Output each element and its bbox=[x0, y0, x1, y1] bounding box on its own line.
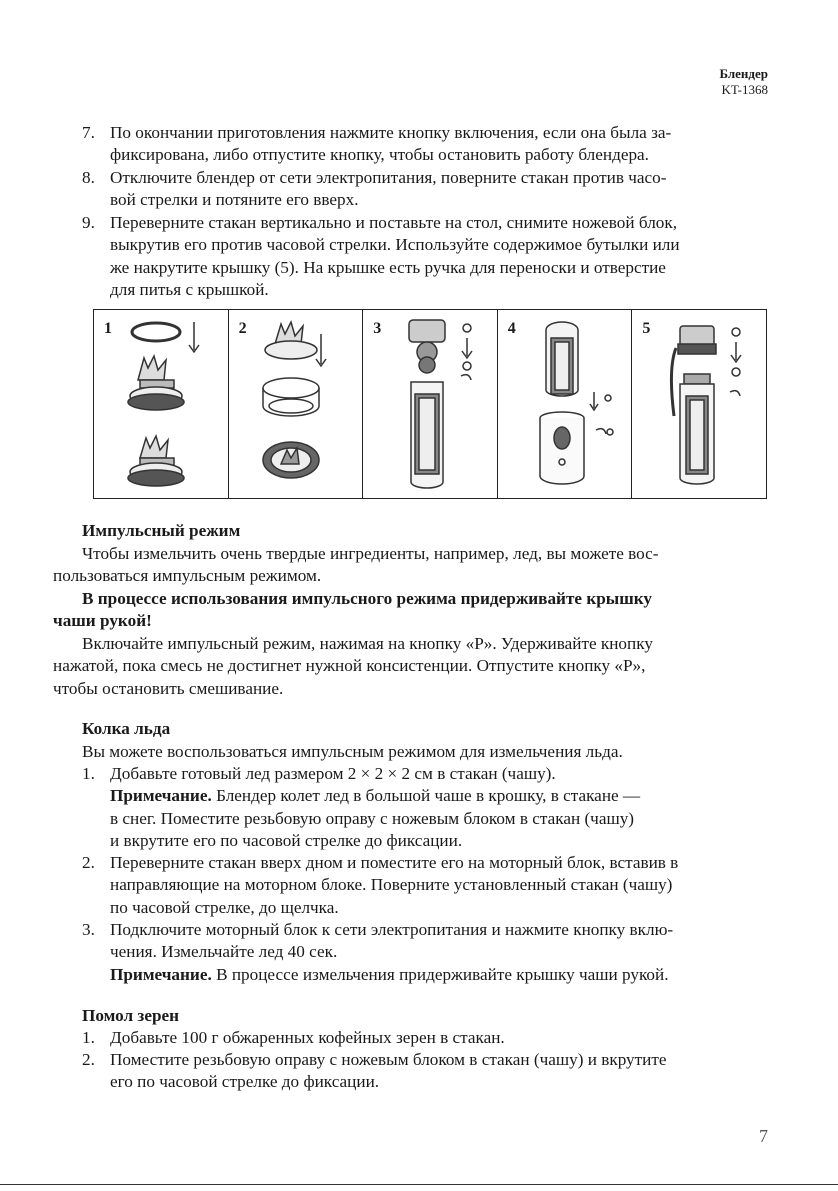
figure-panel-4 bbox=[498, 310, 633, 498]
step-line: выкрутив его против часовой стрелки. Используйте содержимое бутылки или bbox=[110, 235, 680, 255]
note-text: Блендер колет лед в большой чаше в крошку, в стакане — bbox=[211, 786, 641, 806]
step-number: 3. bbox=[82, 920, 95, 939]
grind-step-1 bbox=[82, 1027, 770, 1049]
figure-panel-3 bbox=[363, 310, 498, 498]
grind-step-2 bbox=[82, 1049, 770, 1094]
para-line: нажатой, пока смесь не достигнет нужной консистенции. Отпустите кнопку «P», bbox=[53, 656, 646, 676]
motor-base-illustration bbox=[498, 310, 632, 498]
step-line: Подключите моторный блок к сети электропитания и нажмите кнопку вклю- bbox=[110, 920, 674, 939]
step-9 bbox=[82, 212, 770, 302]
step-line: Добавьте готовый лед размером 2 × 2 × 2 см в стакан (чашу). bbox=[110, 764, 556, 783]
para-line: Включайте импульсный режим, нажимая на кнопку «P». Удерживайте кнопку bbox=[82, 634, 653, 653]
step-line: фиксирована, либо отпустите кнопку, чтобы остановить работу блендера. bbox=[110, 145, 649, 165]
para-line: Чтобы измельчить очень твердые ингредиенты, например, лед, вы можете вос- bbox=[82, 544, 659, 563]
ice-step-2 bbox=[82, 852, 770, 919]
blade-assembly-illustration bbox=[229, 310, 363, 498]
step-line: чения. Измельчайте лед 40 сек. bbox=[110, 942, 338, 962]
step-number: 8. bbox=[82, 168, 95, 187]
model-number: KT-1368 bbox=[721, 82, 768, 97]
pulse-warning bbox=[53, 588, 770, 633]
figure-panel-5 bbox=[632, 310, 766, 498]
bottle-illustration bbox=[363, 310, 497, 498]
note-line bbox=[110, 785, 770, 807]
bottle-lid-illustration bbox=[632, 310, 766, 498]
note-label: Примечание. bbox=[110, 786, 212, 806]
step-line: Переверните стакан вверх дном и поместите его на моторный блок, вставив в bbox=[110, 853, 679, 872]
warning-line: чаши рукой! bbox=[53, 611, 152, 631]
step-line: По окончании приготовления нажмите кнопку включения, если она была за- bbox=[110, 123, 672, 142]
note-line: в снег. Поместите резьбовую оправу с ножевым блоком в стакан (чашу) bbox=[110, 808, 635, 828]
figure-panel-1 bbox=[94, 310, 229, 498]
step-line: его по часовой стрелке до фиксации. bbox=[110, 1072, 380, 1092]
warning-line: В процессе использования импульсного режима придерживайте крышку bbox=[82, 589, 652, 608]
seal-ring-illustration bbox=[94, 310, 228, 498]
step-line: Отключите блендер от сети электропитания, поверните стакан против часо- bbox=[110, 168, 667, 187]
ice-step-3 bbox=[82, 919, 770, 986]
section-heading-grind: Помол зерен bbox=[82, 1006, 180, 1025]
bottom-rule bbox=[0, 1184, 838, 1185]
pulse-paragraph-1 bbox=[53, 543, 770, 588]
step-line: вой стрелки и потяните его вверх. bbox=[110, 190, 359, 210]
note-line: и вкрутите его по часовой стрелке до фиксации. bbox=[110, 831, 463, 851]
assembly-figure bbox=[93, 309, 767, 499]
para-line: чтобы остановить смешивание. bbox=[53, 678, 284, 698]
step-number: 1. bbox=[82, 1028, 95, 1047]
step-number: 7. bbox=[82, 123, 95, 142]
running-header bbox=[719, 66, 768, 98]
panel-number: 2 bbox=[238, 320, 247, 337]
step-number: 1. bbox=[82, 764, 95, 783]
note-text: В процессе измельчения придерживайте крышку чаши рукой. bbox=[211, 964, 669, 984]
ice-step-1 bbox=[82, 763, 770, 853]
para-line: пользоваться импульсным режимом. bbox=[53, 566, 322, 586]
step-line: для питья с крышкой. bbox=[110, 280, 269, 300]
product-name: Блендер bbox=[719, 66, 768, 81]
panel-number: 5 bbox=[642, 320, 651, 337]
step-8 bbox=[82, 167, 770, 212]
step-line: направляющие на моторном блоке. Поверните установленный стакан (чашу) bbox=[110, 875, 673, 895]
section-heading-pulse: Импульсный режим bbox=[82, 521, 241, 540]
page-number: 7 bbox=[759, 1126, 768, 1146]
step-line: Добавьте 100 г обжаренных кофейных зерен в стакан. bbox=[110, 1028, 505, 1047]
step-number: 2. bbox=[82, 1050, 95, 1069]
panel-number: 3 bbox=[373, 320, 382, 337]
step-number: 9. bbox=[82, 213, 95, 232]
step-line: же накрутите крышку (5). На крышке есть ручка для переноски и отверстие bbox=[110, 257, 666, 277]
step-7 bbox=[82, 122, 770, 167]
step-line: по часовой стрелке, до щелчка. bbox=[110, 897, 339, 917]
step-number: 2. bbox=[82, 853, 95, 872]
panel-number: 1 bbox=[104, 320, 112, 337]
pulse-paragraph-2 bbox=[53, 633, 770, 700]
step-line: Переверните стакан вертикально и поставьте на стол, снимите ножевой блок, bbox=[110, 213, 678, 232]
panel-number: 4 bbox=[507, 320, 516, 337]
note-line bbox=[110, 964, 770, 986]
note-label: Примечание. bbox=[110, 964, 212, 984]
step-line: Поместите резьбовую оправу с ножевым блоком в стакан (чашу) и вкрутите bbox=[110, 1050, 667, 1069]
section-heading-ice: Колка льда bbox=[82, 719, 171, 738]
figure-panel-2 bbox=[229, 310, 364, 498]
ice-intro: Вы можете воспользоваться импульсным режимом для измельчения льда. bbox=[82, 742, 623, 761]
